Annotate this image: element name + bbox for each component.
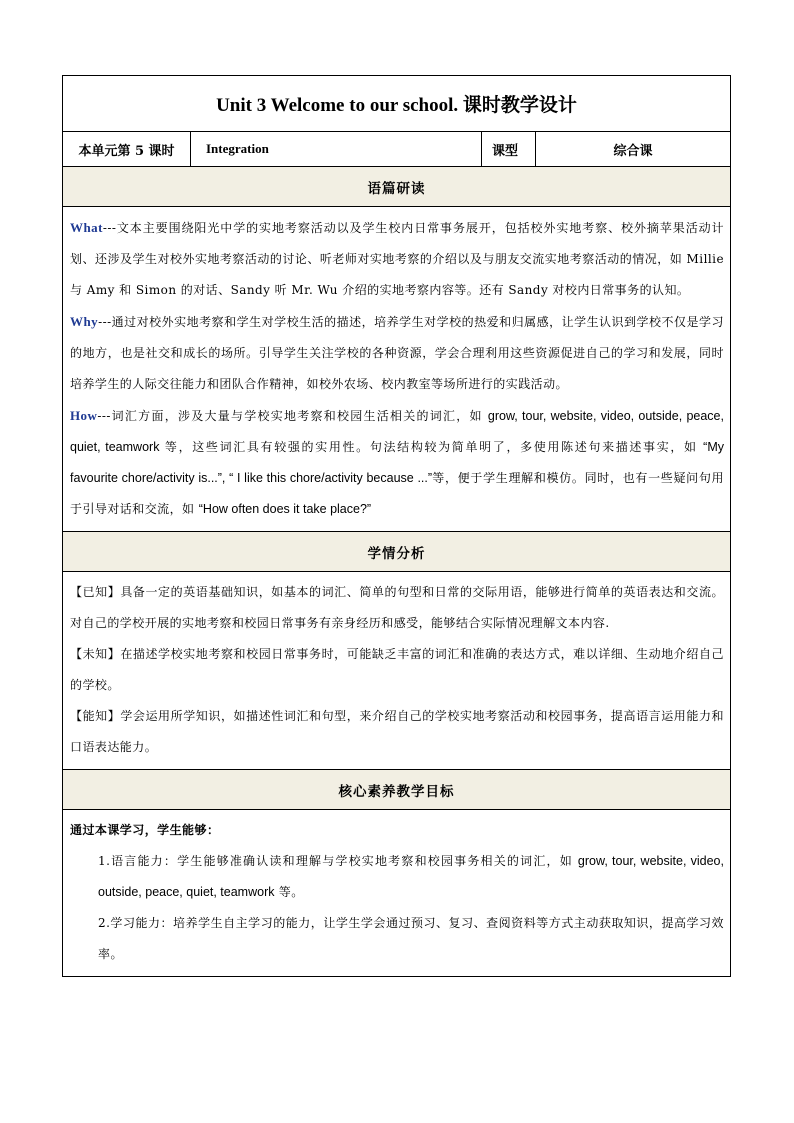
how-label: How — [70, 408, 98, 423]
goal-2: 2.学习能力：培养学生自主学习的能力，让学生学会通过预习、复习、查阅资料等方式主动获取知识，提高学习效率。 — [98, 916, 724, 961]
lesson-type-value: 综合课 — [613, 143, 653, 159]
how-paragraph — [70, 400, 724, 525]
objectives-intro: 通过本课学习，学生能够： — [70, 823, 220, 837]
how-words: grow, tour, website, video, outside, peace, quiet, teamwork — [70, 409, 724, 454]
meta-row — [63, 132, 730, 167]
goal-1-words: grow, tour, website, video, outside, peace, quiet, teamwork — [98, 854, 724, 899]
how-quote-2: “How often does it take place?” — [198, 502, 372, 516]
goal-1 — [70, 846, 724, 908]
what-paragraph — [70, 212, 724, 306]
text-analysis-body — [63, 207, 730, 532]
why-paragraph — [70, 306, 724, 400]
goal-1-text-a: 1.语言能力：学生能够准确认读和理解与学校实地考察和校园事务相关的词汇，如 — [98, 854, 578, 868]
page-title: Unit 3 Welcome to our school. 课时教学设计 — [63, 76, 730, 132]
why-text: ---通过对校外实地考察和学生对学校生活的描述，培养学生对学校的热爱和归属感，让学生认识到学校不仅是学习的地方，也是社交和成长的场所。引导学生关注学校的各种资源，学会合理利用这些资源促进自己的学习和发展，同时培养学生的人际交往能力和团队合作精神，如校外农场、校内教室等场所进行的实践活动。 — [70, 315, 724, 391]
goal-1-text-b: 等。 — [274, 885, 304, 899]
what-label: What — [70, 220, 103, 235]
how-text-3: 等，便于学生理解和模仿。同时，也有一些疑问句用于引导对话和交流，如 — [70, 471, 724, 516]
learner-analysis-body — [63, 572, 730, 770]
section-heading-objectives: 核心素养教学目标 — [63, 770, 730, 810]
section-heading-text-analysis: 语篇研读 — [63, 167, 730, 207]
how-quote-1: “My favourite chore/activity is...”, “ I like this chore/activity because ...” — [70, 440, 724, 485]
why-label: Why — [70, 314, 99, 329]
known-paragraph: 【已知】具备一定的英语基础知识，如基本的词汇、简单的句型和日常的交际用语，能够进行简单的英语表达和交流。对自己的学校开展的实地考察和校园日常事务有亲身经历和感受，能够结合实际情况理解文本内容. — [70, 585, 724, 630]
lesson-number: 本单元第 5 课时 — [63, 132, 191, 166]
how-text-1: ---词汇方面，涉及大量与学校实地考察和校园生活相关的词汇，如 — [97, 409, 488, 423]
able-paragraph: 【能知】学会运用所学知识，如描述性词汇和句型，来介绍自己的学校实地考察活动和校园事务，提高语言运用能力和口语表达能力。 — [70, 709, 724, 754]
section-heading-learner-analysis: 学情分析 — [63, 532, 730, 572]
lesson-type-label: 课型 — [482, 132, 536, 166]
what-text: ---文本主要围绕阳光中学的实地考察活动以及学生校内日常事务展开，包括校外实地考察、校外摘苹果活动计划、还涉及学生对校外实地考察活动的讨论、听老师对实地考察的介绍以及与朋友交流实地考察活动的情况，如 Millie 与 Amy 和 Simon 的对话、Sandy 听 Mr. Wu 介绍的实地考察内容等。还有 Sandy 对校内日常事务的认知。 — [70, 221, 724, 297]
unknown-paragraph: 【未知】在描述学校实地考察和校园日常事务时，可能缺乏丰富的词汇和准确的表达方式，难以详细、生动地介绍自己的学校。 — [70, 647, 724, 692]
objectives-body — [63, 810, 730, 976]
lesson-name: Integration — [191, 132, 482, 166]
lesson-plan-table — [62, 75, 731, 977]
how-text-2: 等，这些词汇具有较强的实用性。句法结构较为简单明了，多使用陈述句来描述事实，如 — [159, 440, 704, 454]
